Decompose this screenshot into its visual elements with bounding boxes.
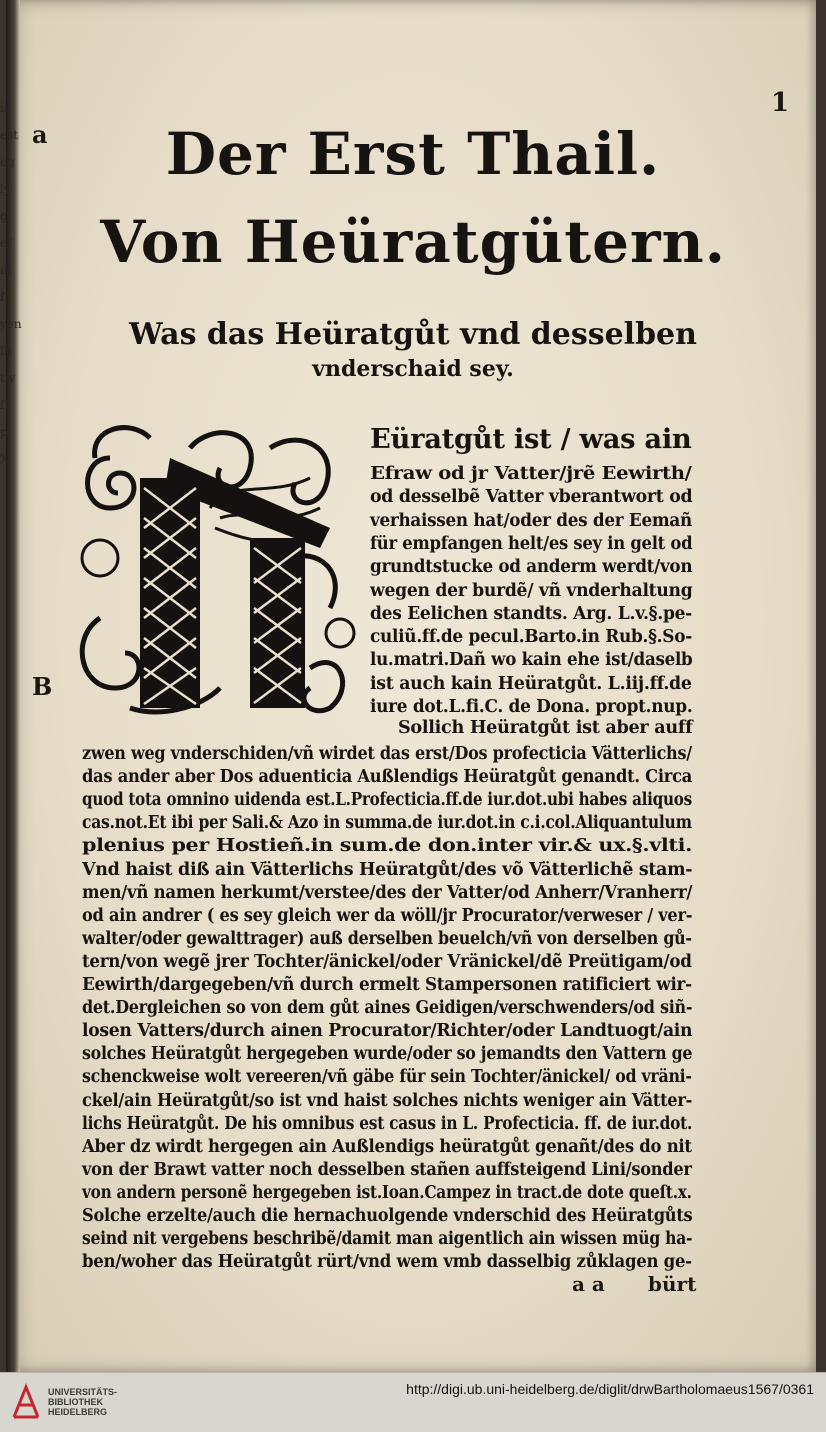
text-line: iure dot.L.fi.C. de Dona. propt.nup. — [370, 697, 693, 717]
text-line: Vnd haist diß ain Vätterlichs Heüratgůt/des võ Vätterlichẽ stam- — [82, 859, 693, 880]
signature-mark-b: B — [32, 672, 53, 701]
text-line: seind nit vergebens beschribẽ/damit man aigentlich ain wissen müg ha- — [82, 1229, 693, 1250]
previous-page-fragment: ill — [0, 263, 12, 277]
previous-page-fragment: ft — [0, 398, 10, 412]
university-logo-icon — [10, 1383, 42, 1421]
text-line: Eüratgůt ist / was ain — [370, 424, 692, 455]
text-line: tern/von wegẽ jrer Tochter/änickel/oder Vränickel/dẽ Preütigam/od — [82, 951, 692, 972]
previous-page-fragment: est — [0, 128, 19, 142]
section-heading-line-2: vnderschaid sey. — [312, 356, 514, 382]
institution-line-1: UNIVERSITÄTS- — [48, 1387, 118, 1397]
text-line: wegen der burdẽ/ vñ vnderhaltung — [370, 580, 693, 601]
signature-mark-a: a — [32, 120, 48, 149]
signature-mark-bottom: a a — [572, 1272, 605, 1296]
text-line: schenckweise wolt vereeren/vñ gäbe für sein Tochter/änickel/ od vräni- — [82, 1067, 692, 1088]
text-line: das ander aber Dos aduenticia Außlendigs Heüratgůt genandt. Circa — [82, 767, 692, 788]
text-line: quod tota omnino uidenda est.L.Profecticia.ff.de iur.dot.ubi habes aliquos — [82, 790, 692, 811]
text-line: von der Brawt vatter noch desselben stañen auffsteigend Lini/sonder — [82, 1159, 692, 1180]
previous-page-fragment: yen — [0, 317, 22, 331]
text-line: ckel/ain Heüratgůt/so ist vnd haist solches nichts weniger ain Vätter- — [82, 1090, 693, 1111]
institution-name — [48, 1387, 117, 1417]
previous-page-fragment: X — [0, 452, 9, 466]
text-line: Aber dz wirdt hergegen ain Außlendigs heüratgůt genañt/des do nit — [82, 1136, 692, 1157]
text-line: plenius per Hostieñ.in sum.de don.inter vir.& ux.§.vlti. — [82, 836, 692, 857]
text-line: lichs Heüratgůt. De his omnibus est casus in L. Profecticia. ff. de iur.dot. — [82, 1113, 693, 1134]
text-line: von andern personẽ hergegeben ist.Ioan.Campez in tract.de dote queſt.x. — [82, 1182, 692, 1203]
text-line: grundtstucke od anderm werdt/von — [370, 557, 693, 578]
text-line: culiũ.ff.de pecul.Barto.in Rub.§.So- — [370, 627, 692, 648]
page-url-link[interactable]: http://digi.ub.uni-heidelberg.de/diglit/drwBartholomaeus1567/0361 — [406, 1381, 814, 1397]
text-line: walter/oder gewalttrager) auß derselben beuelch/vñ von derselben gů- — [82, 928, 692, 949]
previous-page-fragment: eg — [0, 155, 15, 169]
text-line: od desselbẽ Vatter vberantwort od — [370, 487, 693, 508]
section-heading-line-1: Was das Heüratgůt vnd desselben — [129, 317, 697, 352]
previous-page-fragment: ir — [0, 101, 10, 115]
text-line: Efraw od jr Vatter/jrẽ Eewirth/ — [370, 464, 692, 484]
previous-page-fragment: ef — [0, 236, 12, 250]
previous-page-fragment: p — [0, 425, 8, 439]
text-line: det.Dergleichen so von dem gůt aines Geidigen/verschwenders/od siñ- — [82, 998, 693, 1019]
previous-page-fragment: ft — [0, 290, 10, 304]
title-line-1: Der Erst Thail. — [165, 120, 661, 188]
previous-page-fragment: lli — [0, 344, 12, 358]
text-line: men/vñ namen herkumt/verstee/des der Vatter/od Anherr/Vranherr/ — [82, 882, 693, 903]
text-line: zwen weg vnderschiden/vñ wirdet das erst/Dos profecticia Vätterlichs/ — [82, 744, 692, 764]
viewer-footer — [0, 1372, 826, 1432]
institution-line-2: BIBLIOTHEK — [48, 1397, 103, 1407]
folio-number: 1 — [771, 88, 790, 118]
previous-page-fragment: tw — [0, 371, 16, 385]
catchword: bürt — [648, 1272, 697, 1296]
text-line: lu.matri.Dañ wo kain ehe ist/daselb — [370, 650, 693, 671]
previous-page-fragment: g — [0, 209, 8, 223]
institution-line-3: HEIDELBERG — [48, 1407, 108, 1417]
text-line: cas.not.Et ibi per Sali.& Azo in summa.de iur.dot.in c.i.col.Aliquantulum — [82, 813, 692, 834]
text-line: ist auch kain Heüratgůt. L.iij.ff.de — [370, 673, 692, 694]
text-line: Sollich Heüratgůt ist aber auff — [398, 718, 693, 738]
text-line: od ain andrer ( es sey gleich wer da wöll/jr Procurator/verweser / ver- — [82, 905, 693, 926]
title-line-2: Von Heüratgütern. — [100, 208, 726, 276]
text-line: losen Vatters/durch ainen Procurator/Richter/oder Landtuogt/ain — [82, 1021, 693, 1042]
text-line: Solche erzelte/auch die hernachuolgende vnderschid des Heüratgůts — [82, 1206, 693, 1226]
text-line: für empfangen helt/es sey in gelt od — [370, 533, 693, 554]
text-line: ben/woher das Heüratgůt rürt/vnd wem vmb dasselbig zůklagen ge- — [82, 1252, 692, 1273]
text-line: Eewirth/dargegeben/vñ durch ermelt Stampersonen ratificiert wir- — [82, 975, 692, 995]
previous-page-fragment: ly — [0, 182, 11, 196]
text-line: des Eelichen standts. Arg. L.v.§.pe- — [370, 603, 692, 624]
text-line: verhaissen hat/oder des der Eemañ — [370, 510, 692, 531]
text-line: solches Heüratgůt hergegeben wurde/oder so jemandts den Vattern ge — [82, 1044, 693, 1065]
